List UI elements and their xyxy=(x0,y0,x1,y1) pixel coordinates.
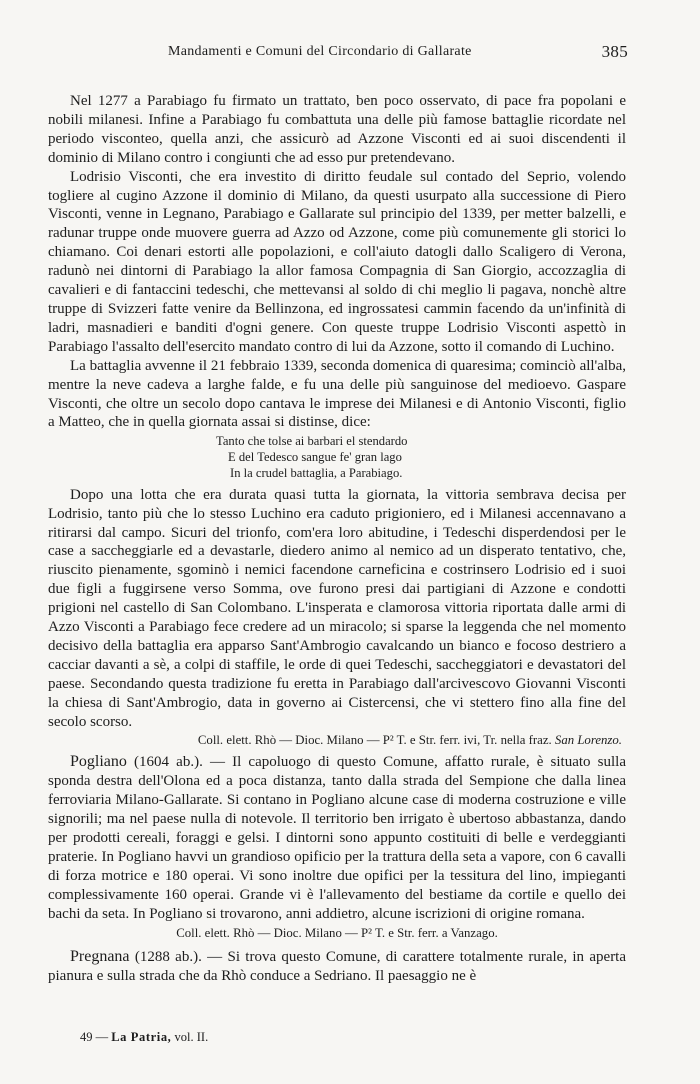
paragraph-1: Nel 1277 a Parabiago fu firmato un trattato, ben poco osservato, di pace fra popolani e nobili milanesi. Infine a Parabiago fu combattuta una delle più famose battaglie ricordate nel periodo visconteo, quella anzi, che assicurò ad Azzone Visconti ed ai suoi discendenti il dominio di Milano contro i congiunti che ad esso pur pretendevano. xyxy=(48,93,626,166)
volume-label: vol. II. xyxy=(174,1030,209,1044)
parabiago-info-text: Coll. elett. Rhò — Dioc. Milano — P² T. e Str. ferr. ivi, Tr. nella fraz. xyxy=(197,733,552,748)
page-body xyxy=(48,92,626,985)
paragraph-2: Lodrisio Visconti, che era investito di diritto feudale sul contado del Seprio, volendo togliere al cugino Azzone il dominio di Milano, da questi usurpato alla successione di Piero Visconti, venne in Legnano, Parabiago e Gallarate sul principio del 1339, per metter balzelli, e radunar truppe onde muovere guerra ad Azzo od Azzone, come più comunemente gli storici lo chiamano. Coi denari estorti alle popolazioni, e coll'aiuto datogli dallo Scaligero di Verona, radunò nei dintorni di Parabiago la allor famosa Compagnia di San Giorgio, accozzaglia di cavalieri e di fantaccini tedeschi, che mettevansi al soldo di chi meglio li pagava, nonchè altre truppe di Svizzeri fatte venire da Bellinzona, ed ingrossatesi cammin facendo da un'infinità di ladri, masnadieri e banditi d'ogni genere. Con queste truppe Lodrisio Visconti aspettò in Parabiago l'assalto dell'esercito mandato contro di lui da Azzone, sotto il comando di Luchino. xyxy=(48,168,626,355)
verse-line: Tanto che tolse ai barbari el stendardo xyxy=(216,434,408,449)
sheet-signature xyxy=(80,1030,208,1045)
running-header xyxy=(48,44,628,62)
pogliano-entry xyxy=(48,753,626,923)
pogliano-name: Pogliano xyxy=(70,753,127,771)
pogliano-info-line: Coll. elett. Rhò — Dioc. Milano — P² T. e Str. ferr. a Vanzago. xyxy=(176,925,498,940)
pregnana-text: — Si trova questo Comune, di carattere totalmente rurale, in aperta pianura e sulla strada che da Rhò conduce a Sedriano. Il paesaggio ne è xyxy=(48,948,627,984)
pregnana-entry xyxy=(48,948,626,986)
pogliano-text: — Il capoluogo di questo Comune, affatto rurale, è situato sulla sponda destra dell'Olona ed a poca distanza, tanto dalla strada del Sempione che dalla linea ferroviaria Milano-Gallarate. Si contano in Pogliano alcune case di moderna costruzione e ville signorili; ma nel paese nulla di notevole. Il territorio ben irrigato è ubertoso abbastanza, dando per prodotti cereali, foraggi e gelsi. I dintorni sono appunto costituiti di belle e verdeggianti praterie. In Pogliano havvi un grandioso opificio per la trattura della seta a vapore, con 6 cavalli di forza motrice e 180 operai. Vi sono inoltre due opifici per la tessitura del lino, impieganti complessivamente 160 operai. Grande vi è l'allevamento del bestiame da cortile e quello dei bachi da seta. In Pogliano si trovarono, anni addietro, alcune iscrizioni di origine romana. xyxy=(48,754,626,922)
pregnana-population: (1288 ab.). xyxy=(134,948,202,965)
page-number: 385 xyxy=(601,42,628,61)
sheet-number: 49 — xyxy=(80,1030,109,1044)
verse-line: In la crudel battaglia, a Parabiago. xyxy=(230,465,403,480)
verse-line: E del Tedesco sangue fe' gran lago xyxy=(228,450,402,465)
pregnana-name: Pregnana xyxy=(70,947,130,965)
parabiago-frazione: San Lorenzo. xyxy=(554,733,622,748)
pogliano-population: (1604 ab.). xyxy=(134,754,203,771)
paragraph-4: Dopo una lotta che era durata quasi tutta la giornata, la vittoria sembrava decisa per Lodrisio, tanto più che lo stesso Luchino era caduto prigioniero, ed i Milanesi accennavano a ritirarsi dal campo. Sicuri del trionfo, com'era loro abitudine, i Tedeschi disperdendosi per le case a saccheggiarle ed a devastarle, diedero animo al nemico ad un disperato tentativo, che, riuscito pienamente, sgominò i nemici facendone carneficina e costrinsero Lodrisio ed i suoi due figli a fuggirsene verso Somma, ove furono presi dai partigiani di Azzone e condotti prigioni nel castello di San Colombano. L'insperata e clamorosa vittoria riportata dalle armi di Azzo Visconti a Parabiago fece credere ad un miracolo; si sparse la leggenda che nel momento decisivo della battaglia era apparso Sant'Ambrogio cavalcando un bianco e focoso destriero a cacciar davanti a sè, a colpi di staffile, le orde di quei Tedeschi, saccheggiatori e devastatori del paese. Secondando questa tradizione fu eretta in Parabiago dall'arcivescovo Giovanni Visconti la chiesa di Sant'Ambrogio, data in governo ai Cistercensi, che vi stettero fino alla fine del secolo scorso. xyxy=(48,486,626,730)
paragraph-3: La battaglia avvenne il 21 febbraio 1339, seconda domenica di quaresima; cominciò all'alba, mentre la neve cadeva a larghe falde, e fu una delle più sanguinose del medioevo. Gaspare Visconti, che oltre un secolo dopo cantava le imprese dei Milanesi e di Antonio Visconti, figlio a Matteo, che in quella giornata assai si distinse, dice: xyxy=(48,357,626,431)
work-title: La Patria, xyxy=(111,1030,172,1044)
running-title: Mandamenti e Comuni del Circondario di Gallarate xyxy=(168,44,472,59)
parabiago-info-line xyxy=(48,731,626,749)
verse-quote xyxy=(48,434,626,481)
